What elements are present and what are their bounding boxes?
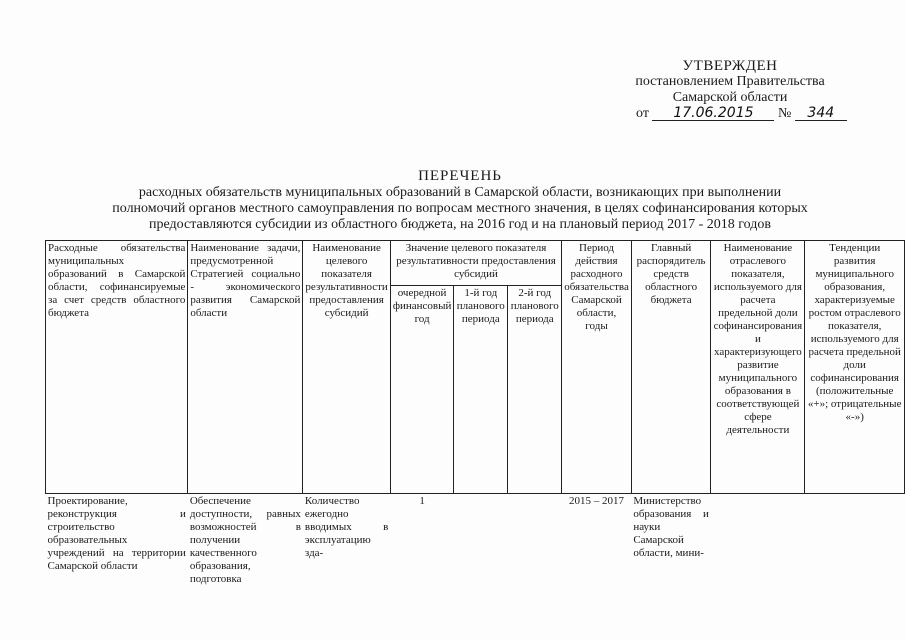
cell-plan-year-1 xyxy=(454,494,508,600)
cell-trends xyxy=(805,494,905,600)
approval-line-1: постановлением Правительства xyxy=(635,74,825,89)
heading-line-3: предоставляются субсидии из областного бюджета, на 2016 год и на плановый период 2017 - 2018 годов xyxy=(149,217,771,232)
handwritten-number: 344 xyxy=(795,106,847,121)
cell-period: 2015 – 2017 xyxy=(562,494,632,600)
cell-strategy-task: Обеспечение доступности, равных возможностей в получении качественного образования, подготовка xyxy=(188,494,303,600)
obligations-table xyxy=(45,240,905,600)
document-heading xyxy=(60,168,860,233)
approval-line-2: Самарской области xyxy=(672,90,788,105)
cell-budget-manager: Министерство образования и науки Самарской области, мини- xyxy=(631,494,711,600)
approval-date-line xyxy=(600,106,860,122)
approval-block xyxy=(600,58,860,122)
approval-title: УТВЕРЖДЕН xyxy=(682,58,778,74)
header-strategy-task: Наименование задачи, предусмотренной Стратегией социально - экономического развития Самарской области xyxy=(188,241,303,494)
header-period: Период действия расходного обязательства Самарской области, годы xyxy=(562,241,632,494)
heading-line-1: расходных обязательств муниципальных образований в Самарской области, возникающих при выполнении xyxy=(138,185,782,200)
cell-plan-year-2 xyxy=(508,494,562,600)
header-indicator-name: Наименование целевого показателя результативности предоставления субсидий xyxy=(303,241,390,494)
header-trends: Тенденции развития муниципального образования, характеризуемые ростом отраслевого показателя, используемого для расчета предельной доли софинансирования (положительные «+»; отрицательные «-») xyxy=(805,241,905,494)
cell-indicator-name: Количество ежегодно вводимых в эксплуатацию зда- xyxy=(303,494,390,600)
cell-obligation: Проектирование, реконструкция и строительство образовательных учреждений на территории Самарской области xyxy=(46,494,188,600)
table-row xyxy=(46,494,905,600)
header-obligations: Расходные обязательства муниципальных образований в Самарской области, софинансируемые за счет средств областного бюджета xyxy=(46,241,188,494)
from-label: от xyxy=(636,106,649,121)
header-plan-year-2: 2-й год планового периода xyxy=(508,286,562,494)
cell-sector-indicator xyxy=(711,494,805,600)
header-current-year: очередной финансовый год xyxy=(390,286,454,494)
cell-current-year: 1 xyxy=(390,494,454,600)
header-indicator-values: Значение целевого показателя результативности предоставления субсидий xyxy=(390,241,561,286)
header-row-1 xyxy=(46,241,905,286)
document-title: ПЕРЕЧЕНЬ xyxy=(418,168,502,184)
number-label: № xyxy=(777,106,792,121)
header-plan-year-1: 1-й год планового периода xyxy=(454,286,508,494)
header-sector-indicator: Наименование отраслевого показателя, используемого для расчета предельной доли софинансирования и характеризующего развитие муниципального образования в соответствующей сфере деятельности xyxy=(711,241,805,494)
header-budget-manager: Главный распорядитель средств областного бюджета xyxy=(631,241,711,494)
heading-line-2: полномочий органов местного самоуправления по вопросам местного значения, в целях софинансирования которых xyxy=(112,201,808,216)
handwritten-date: 17.06.2015 xyxy=(652,106,774,121)
